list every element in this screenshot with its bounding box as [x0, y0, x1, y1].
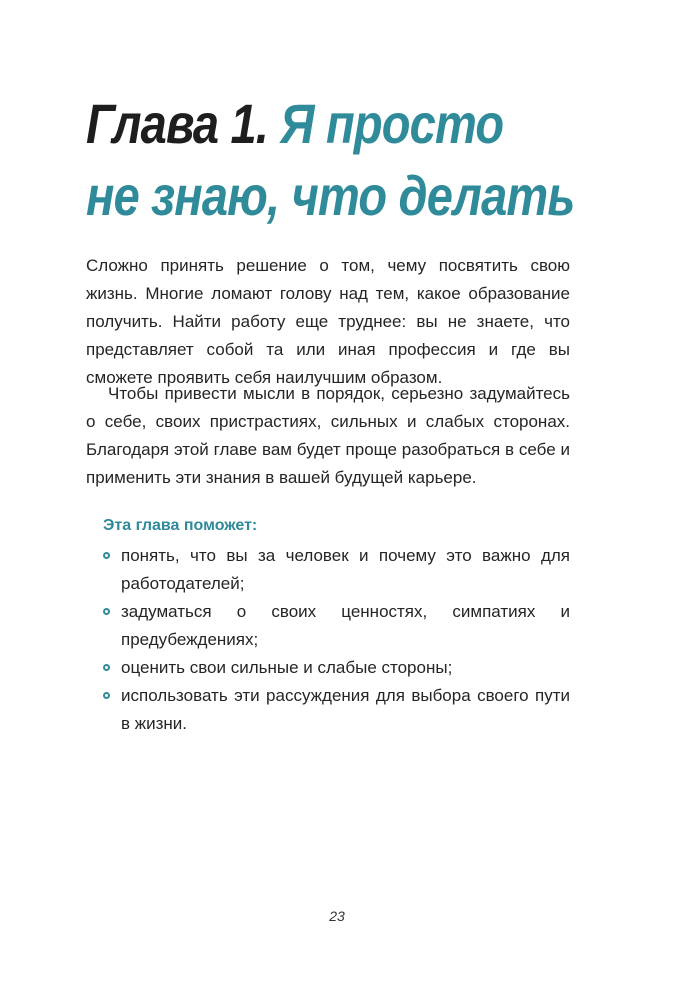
intro-paragraph-1: Сложно принять решение о том, чему посвятить свою жизнь. Многие ломают голову над тем, какое образование получить. Найти работу еще труднее: вы не знаете, что представляет собой та или иная профессия и где вы сможете проявить себя наилучшим образом. — [86, 256, 570, 387]
chapter-title — [86, 88, 575, 232]
chapter-helps-list — [103, 542, 570, 738]
bullet-circle-icon — [103, 552, 110, 559]
list-item — [103, 598, 570, 654]
chapter-name-line2: не знаю, что делать — [86, 164, 575, 227]
intro-paragraph-2: Чтобы привести мысли в порядок, серьезно задумайтесь о себе, своих пристрастиях, сильных и слабых сторонах. Благодаря этой главе вам будет проще разобраться в себе и применить эти знания в вашей будущей карьере. — [86, 384, 570, 487]
bullet-circle-icon — [103, 692, 110, 699]
list-item-text: задуматься о своих ценностях, симпатиях и предубеждениях; — [121, 602, 570, 649]
page-number: 23 — [329, 908, 345, 924]
chapter-name-line1: Я просто — [280, 92, 504, 155]
chapter-number: Глава 1. — [86, 92, 269, 155]
bullet-circle-icon — [103, 608, 110, 615]
list-item — [103, 654, 570, 682]
chapter-helps-heading: Эта глава поможет: — [103, 517, 258, 534]
bullet-circle-icon — [103, 664, 110, 671]
list-item-text: оценить свои сильные и слабые стороны; — [121, 658, 453, 677]
list-item — [103, 682, 570, 738]
list-item — [103, 542, 570, 598]
list-item-text: понять, что вы за человек и почему это важно для работодателей; — [121, 546, 570, 593]
list-item-text: использовать эти рассуждения для выбора своего пути в жизни. — [121, 686, 570, 733]
